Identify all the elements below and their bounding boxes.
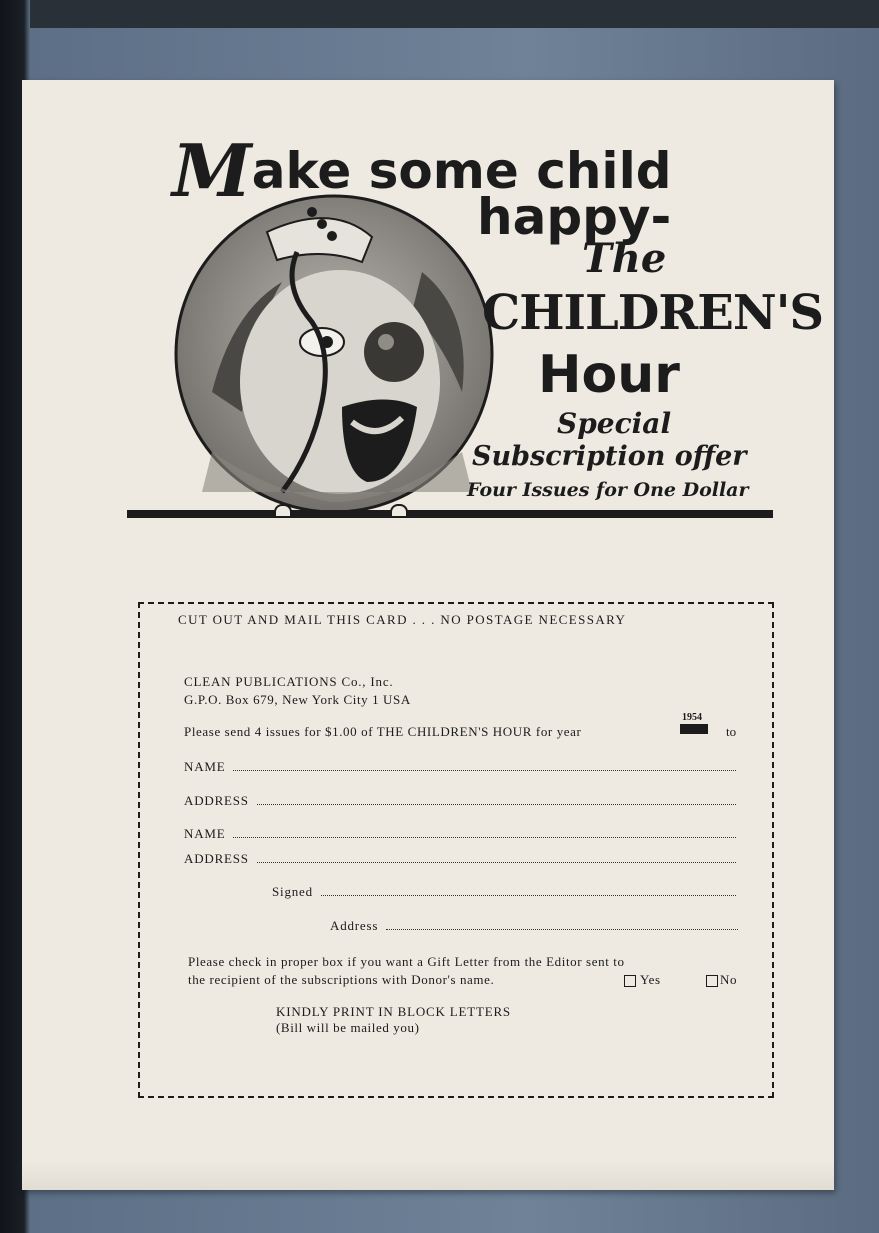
publisher-name: CLEAN PUBLICATIONS Co., Inc. xyxy=(184,674,394,689)
headline-initial: M xyxy=(172,128,252,213)
offer-four-issues: Four Issues for One Dollar xyxy=(467,479,749,501)
title-childrens: CHILDREN'S xyxy=(482,285,824,341)
donor-address-field[interactable] xyxy=(330,918,738,934)
address-line-2[interactable] xyxy=(257,852,736,863)
year-blot xyxy=(680,724,708,734)
divider-rule xyxy=(127,510,773,518)
offer-special: Special xyxy=(557,407,672,440)
rule-ornament-left xyxy=(274,504,292,516)
yes-checkbox[interactable] xyxy=(624,975,636,987)
rule-ornament-right xyxy=(390,504,408,516)
signed-field[interactable] xyxy=(272,884,736,900)
background-top xyxy=(30,0,879,28)
order-request-to: to xyxy=(726,724,737,739)
name-label-1: NAME xyxy=(184,759,226,774)
signed-label: Signed xyxy=(272,884,313,899)
block-letters-notice: KINDLY PRINT IN BLOCK LETTERS xyxy=(276,1004,511,1019)
address-label-1: ADDRESS xyxy=(184,793,249,808)
address-label-2: ADDRESS xyxy=(184,851,249,866)
address-line-1[interactable] xyxy=(257,794,736,805)
subscription-coupon xyxy=(138,602,774,1098)
publisher-address: G.P.O. Box 679, New York City 1 USA xyxy=(184,692,411,707)
name-line-1[interactable] xyxy=(233,760,736,771)
headline-line-2: happy- xyxy=(477,188,672,246)
no-label: No xyxy=(720,972,738,987)
headline-line-1-rest: ake some child xyxy=(251,142,672,200)
name-line-2[interactable] xyxy=(233,827,736,838)
address-field-2[interactable] xyxy=(184,851,736,867)
page-bottom-shade xyxy=(22,1160,834,1190)
order-request: Please send 4 issues for $1.00 of THE CHILDREN'S HOUR for year xyxy=(184,724,582,739)
name-field-2[interactable] xyxy=(184,826,736,842)
name-label-2: NAME xyxy=(184,826,226,841)
clown-illustration xyxy=(172,192,496,516)
back-cover-page xyxy=(22,80,834,1190)
address-field-1[interactable] xyxy=(184,793,736,809)
title-the: The xyxy=(582,235,667,282)
offer-subscription: Subscription offer xyxy=(472,441,747,472)
donor-address-label: Address xyxy=(330,918,379,933)
signed-line[interactable] xyxy=(321,885,736,896)
donor-address-line[interactable] xyxy=(386,919,738,930)
year-value: 1954 xyxy=(682,712,702,723)
gift-letter-line-1: Please check in proper box if you want a Gift Letter from the Editor sent to xyxy=(188,954,625,969)
name-field-1[interactable] xyxy=(184,759,736,775)
coupon-header: CUT OUT AND MAIL THIS CARD . . . NO POSTAGE NECESSARY xyxy=(178,612,627,627)
bill-notice: (Bill will be mailed you) xyxy=(276,1020,420,1035)
title-hour: Hour xyxy=(538,345,680,405)
no-checkbox[interactable] xyxy=(706,975,718,987)
yes-label: Yes xyxy=(640,972,661,987)
gift-letter-line-2: the recipient of the subscriptions with Donor's name. xyxy=(188,972,495,987)
